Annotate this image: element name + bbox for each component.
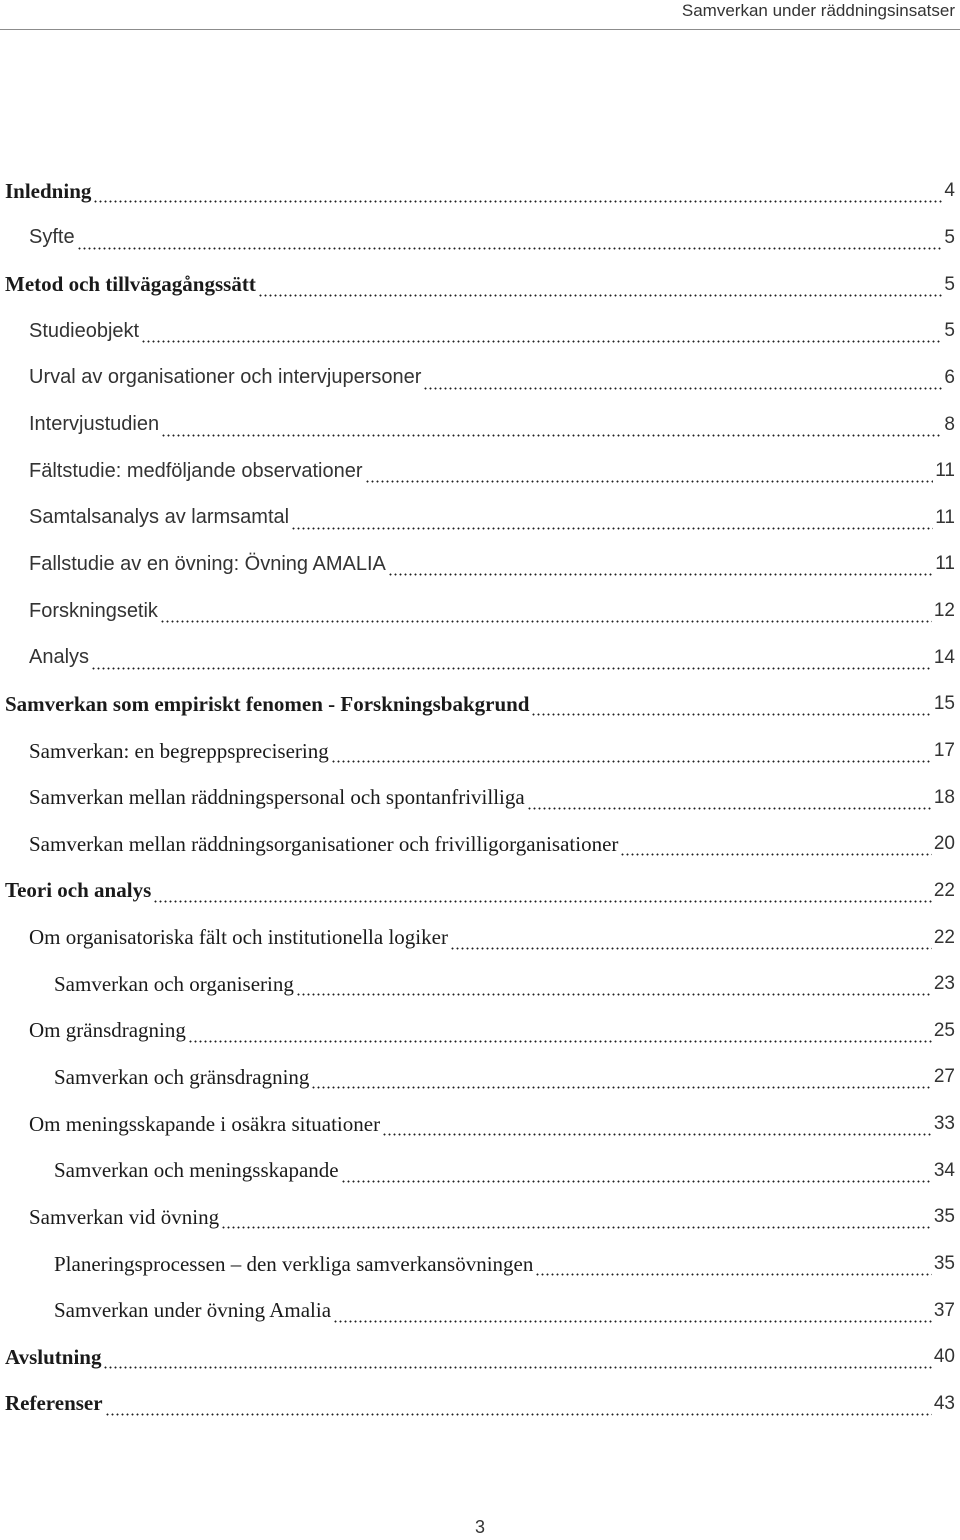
toc-entry[interactable] [5,1287,955,1334]
toc-entry-title: Teori och analys [5,878,152,903]
toc-entry-title: Syfte [29,226,75,249]
toc-entry-page-number: 27 [933,1066,955,1088]
toc-dot-leader [388,560,933,576]
toc-entry-title: Inledning [5,178,92,203]
toc-entry[interactable] [5,634,955,681]
toc-dot-leader [296,980,932,996]
toc-entry-title: Samverkan och organisering [54,971,294,996]
toc-entry-page-number: 22 [933,879,955,901]
toc-entry-title: Samverkan under övning Amalia [54,1298,332,1323]
toc-entry[interactable] [5,961,955,1008]
toc-dot-leader [382,1120,932,1136]
toc-entry[interactable] [5,215,955,262]
toc-entry[interactable] [5,261,955,308]
toc-dot-leader [161,421,942,437]
toc-entry-page-number: 11 [935,460,955,482]
toc-entry[interactable] [5,494,955,541]
toc-entry-page-number: 12 [933,600,955,622]
toc-entry-page-number: 11 [935,506,955,528]
running-header-title: Samverkan under räddningsinsatser [681,1,955,20]
toc-entry[interactable] [5,1054,955,1101]
toc-dot-leader [620,840,931,856]
toc-entry-title: Analys [29,646,90,669]
toc-entry-title: Studieobjekt [29,319,140,342]
toc-entry-page-number: 15 [933,693,955,715]
toc-entry-page-number: 35 [933,1253,955,1275]
toc-entry-page-number: 33 [933,1113,955,1135]
toc-entry-page-number: 6 [944,366,955,388]
toc-entry-page-number: 11 [935,553,955,575]
toc-entry[interactable] [5,168,955,215]
toc-entry-page-number: 40 [933,1346,955,1368]
toc-entry[interactable] [5,541,955,588]
toc-dot-leader [531,700,931,716]
toc-entry-title: Referenser [5,1391,103,1416]
toc-entry-title: Fältstudie: medföljande observationer [29,459,363,482]
toc-entry-title: Om organisatoriska fält och institutionella logiker [29,925,448,950]
toc-entry-title: Forskningsetik [29,599,158,622]
toc-entry-page-number: 5 [944,226,955,248]
toc-entry-page-number: 25 [933,1019,955,1041]
toc-entry-title: Planeringsprocessen – den verkliga samverkansövningen [54,1251,534,1276]
toc-entry-page-number: 5 [944,273,955,295]
toc-entry-page-number: 22 [933,926,955,948]
toc-dot-leader [105,1400,932,1416]
toc-entry-page-number: 37 [933,1299,955,1321]
toc-entry[interactable] [5,355,955,402]
toc-entry-title: Samverkan som empiriskt fenomen - Forskningsbakgrund [5,691,530,716]
toc-entry[interactable] [5,914,955,961]
toc-entry[interactable] [5,681,955,728]
toc-entry[interactable] [5,728,955,775]
toc-entry[interactable] [5,308,955,355]
toc-entry[interactable] [5,401,955,448]
toc-entry[interactable] [5,821,955,868]
toc-dot-leader [535,1260,931,1276]
toc-dot-leader [333,1307,932,1323]
toc-entry[interactable] [5,1101,955,1148]
toc-dot-leader [450,934,932,950]
toc-dot-leader [258,281,943,297]
toc-dot-leader [221,1213,932,1229]
toc-entry[interactable] [5,1334,955,1381]
toc-entry-title: Avslutning [5,1344,102,1369]
toc-entry-title: Samverkan mellan räddningspersonal och spontanfrivilliga [29,785,525,810]
toc-entry-title: Om gränsdragning [29,1018,186,1043]
page-number: 3 [474,1517,485,1537]
toc-entry[interactable] [5,1241,955,1288]
toc-entry-page-number: 8 [944,413,955,435]
running-header [0,0,960,30]
toc-dot-leader [331,747,932,763]
toc-dot-leader [91,654,932,670]
toc-entry-page-number: 17 [933,740,955,761]
toc-entry-page-number: 4 [944,180,955,202]
toc-dot-leader [77,234,943,250]
toc-entry-page-number: 34 [933,1159,955,1181]
toc-entry-title: Samverkan och meningsskapande [54,1158,339,1183]
toc-entry-title: Urval av organisationer och intervjupersoner [29,366,422,389]
toc-entry-title: Om meningsskapande i osäkra situationer [29,1111,381,1136]
toc-entry-page-number: 5 [944,320,955,342]
toc-entry[interactable] [5,1147,955,1194]
toc-entry[interactable] [5,1194,955,1241]
toc-entry-page-number: 14 [933,646,955,668]
toc-entry-title: Samtalsanalys av larmsamtal [29,506,290,529]
toc-dot-leader [103,1353,931,1369]
toc-dot-leader [527,794,932,810]
toc-dot-leader [93,187,942,203]
toc-entry-page-number: 43 [933,1392,955,1414]
toc-entry-page-number: 23 [933,973,955,995]
toc-dot-leader [141,327,942,343]
toc-dot-leader [423,374,942,390]
toc-dot-leader [365,467,934,483]
toc-dot-leader [160,607,932,623]
toc-entry[interactable] [5,1381,955,1428]
table-of-contents [5,168,955,1427]
toc-entry[interactable] [5,774,955,821]
toc-entry-page-number: 20 [933,833,955,855]
toc-entry-title: Metod och tillvägagångssätt [5,272,256,297]
toc-entry-title: Samverkan och gränsdragning [54,1064,310,1089]
toc-dot-leader [291,514,933,530]
toc-entry[interactable] [5,1008,955,1055]
toc-entry-title: Fallstudie av en övning: Övning AMALIA [29,552,386,575]
toc-entry-page-number: 18 [933,786,955,808]
toc-dot-leader [311,1073,931,1089]
toc-entry-title: Samverkan mellan räddningsorganisationer och frivilligorganisationer [29,831,619,856]
toc-entry-title: Samverkan vid övning [29,1204,220,1229]
toc-entry-title: Samverkan: en begreppsprecisering [29,738,329,763]
toc-entry[interactable] [5,868,955,915]
toc-entry-page-number: 35 [933,1206,955,1228]
toc-entry-title: Intervjustudien [29,413,160,436]
toc-entry[interactable] [5,588,955,635]
toc-dot-leader [188,1027,932,1043]
toc-dot-leader [153,887,932,903]
toc-entry[interactable] [5,448,955,495]
toc-dot-leader [341,1167,932,1183]
